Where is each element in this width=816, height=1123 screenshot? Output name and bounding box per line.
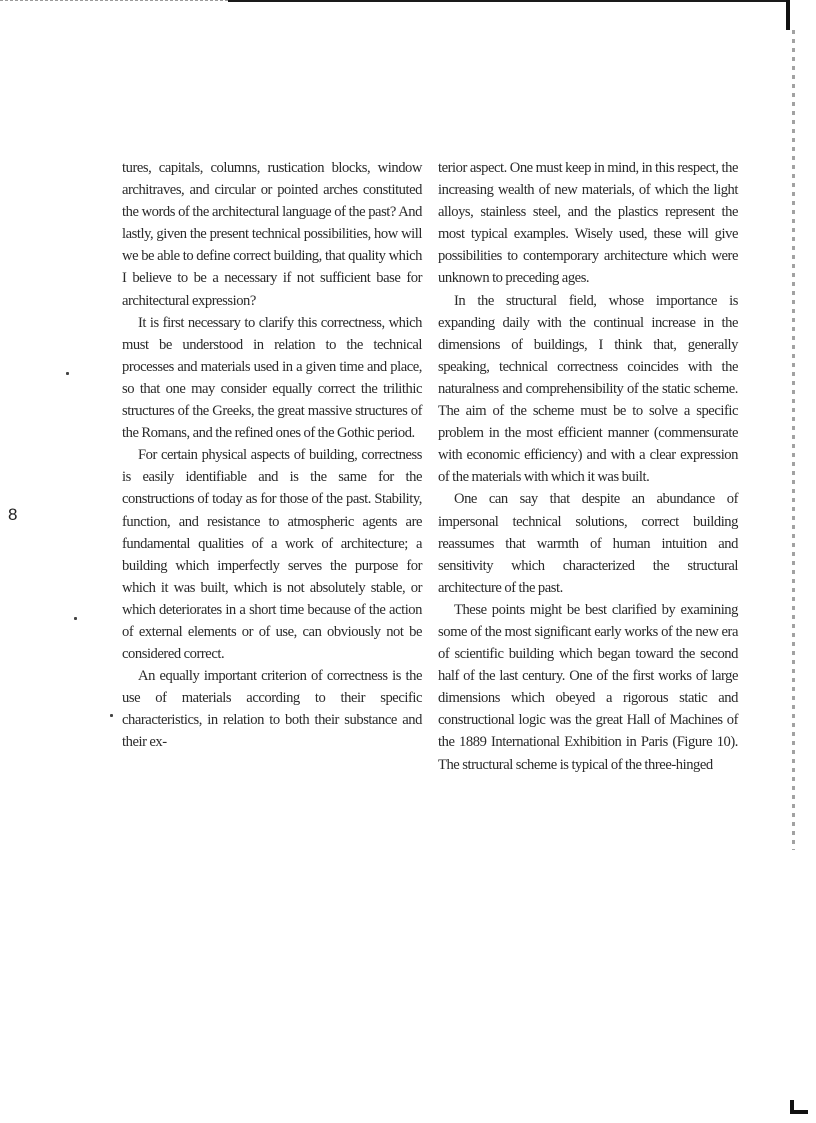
paragraph: In the structural field, whose importance is expanding daily with the continual increase in the dimensions of buildings, I think that, generally speaking, technical correctness coincides with the naturalness and comprehensibility of the static scheme. The aim of the scheme must be to solve a specific problem in the most efficient manner (commensurate with economic efficiency) and with a clear expression of the materials with which it was built.: [438, 292, 738, 486]
scan-right-edge: [786, 0, 790, 30]
left-text-column: [122, 157, 422, 754]
scan-top-edge-faint: [0, 0, 228, 2]
paragraph: An equally important criterion of correctness is the use of materials according to their specific characteristics, in relation to both their substance and their ex-: [122, 668, 422, 751]
paragraph: For certain physical aspects of building, correctness is easily identifiable and is the same for the constructions of today as for those of the past. Stability, function, and resistance to atmospheric agents are fundamental qualities of a work of architecture; a building which imperfectly serves the purpose for which it was built, which is not absolutely stable, or which deteriorates in a short time because of the action of external elements or of use, can obviously not be considered correct.: [122, 447, 422, 663]
scan-speck: [66, 372, 69, 375]
paragraph: tures, capitals, columns, rustication blocks, window architraves, and circular or pointed arches constituted the words of the architectural language of the past? And lastly, given the present technical possibilities, how will we be able to define correct building, that quality which I believe to be a necessary if not sufficient base for architectural expression?: [122, 160, 422, 309]
paragraph: These points might be best clarified by examining some of the most significant early works of the new era of scientific building which began toward the second half of the last century. One of the first works of large dimensions which obeyed a rigorous static and constructional logic was the great Hall of Machines of the 1889 International Exhibition in Paris (Figure 10). The structural scheme is typical of the three-hinged: [438, 601, 738, 773]
scan-binding-marks: [792, 30, 795, 850]
paragraph: It is first necessary to clarify this correctness, which must be understood in relation to the technical processes and materials used in a given time and place, so that one may consider equally correct the trilithic structures of the Greeks, the great massive structures of the Romans, and the refined ones of the Gothic period.: [122, 314, 422, 442]
paragraph: One can say that despite an abundance of impersonal technical solutions, correct building reassumes that warmth of human intuition and sensitivity which characterized the structural architecture of the past.: [438, 491, 738, 596]
right-text-column: [438, 157, 738, 776]
scan-speck: [110, 714, 113, 717]
paragraph: terior aspect. One must keep in mind, in this respect, the increasing wealth of new materials, of which the light alloys, stainless steel, and the plastics represent the most typical examples. Wisely used, these will give possibilities to contemporary architecture which were unknown to preceding ages.: [438, 160, 738, 287]
scan-corner-mark-foot: [790, 1110, 808, 1114]
scan-top-edge: [228, 0, 788, 2]
scan-speck: [74, 617, 77, 620]
page-number: 8: [8, 505, 18, 524]
